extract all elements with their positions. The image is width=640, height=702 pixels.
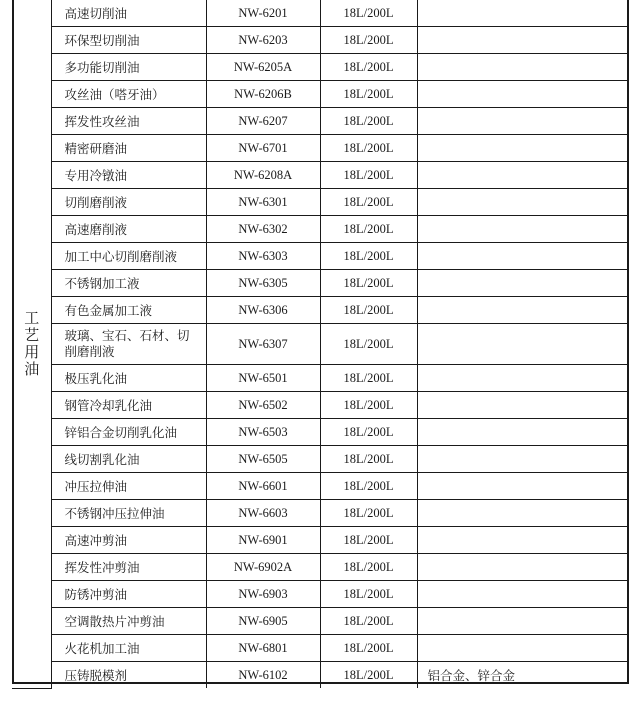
product-name: 专用冷镦油 bbox=[64, 167, 128, 183]
product-note bbox=[417, 446, 627, 473]
product-code: NW-6305 bbox=[206, 270, 320, 297]
category-label: 工艺用油 bbox=[22, 309, 41, 378]
product-code: NW-6503 bbox=[206, 419, 320, 446]
product-name: 加工中心切削磨削液 bbox=[64, 248, 178, 264]
product-name-cell bbox=[51, 365, 206, 392]
package-size: 18L/200L bbox=[320, 554, 417, 581]
package-size: 18L/200L bbox=[320, 500, 417, 527]
package-size: 18L/200L bbox=[320, 608, 417, 635]
product-note bbox=[417, 581, 627, 608]
table-row bbox=[12, 270, 627, 297]
product-code: NW-6901 bbox=[206, 527, 320, 554]
category-cell bbox=[12, 0, 51, 688]
product-note bbox=[417, 243, 627, 270]
table-row bbox=[12, 581, 627, 608]
product-code: NW-6303 bbox=[206, 243, 320, 270]
product-note: 铝合金、锌合金 bbox=[417, 662, 627, 689]
product-name-cell bbox=[51, 662, 206, 689]
package-size: 18L/200L bbox=[320, 365, 417, 392]
product-note bbox=[417, 216, 627, 243]
product-name: 多功能切削油 bbox=[64, 59, 140, 75]
product-code: NW-6301 bbox=[206, 189, 320, 216]
table-row bbox=[12, 608, 627, 635]
package-size: 18L/200L bbox=[320, 135, 417, 162]
product-name-cell bbox=[51, 0, 206, 27]
product-code: NW-6801 bbox=[206, 635, 320, 662]
product-code: NW-6501 bbox=[206, 365, 320, 392]
table-row bbox=[12, 324, 627, 365]
package-size: 18L/200L bbox=[320, 27, 417, 54]
product-code: NW-6203 bbox=[206, 27, 320, 54]
product-note bbox=[417, 162, 627, 189]
product-name: 不锈钢加工液 bbox=[64, 275, 140, 291]
product-name-cell bbox=[51, 635, 206, 662]
product-note bbox=[417, 527, 627, 554]
product-name-cell bbox=[51, 108, 206, 135]
product-name: 线切割乳化油 bbox=[64, 451, 140, 467]
product-code: NW-6603 bbox=[206, 500, 320, 527]
product-note bbox=[417, 324, 627, 365]
product-name-cell bbox=[51, 297, 206, 324]
product-name: 玻璃、宝石、石材、切削磨削液 bbox=[64, 328, 190, 359]
product-table bbox=[12, 0, 627, 689]
table-row bbox=[12, 662, 627, 689]
product-name-cell bbox=[51, 189, 206, 216]
product-code: NW-6701 bbox=[206, 135, 320, 162]
table-row bbox=[12, 216, 627, 243]
product-code: NW-6902A bbox=[206, 554, 320, 581]
product-table-body bbox=[12, 0, 627, 688]
product-name: 高速冲剪油 bbox=[64, 532, 128, 548]
product-name: 精密研磨油 bbox=[64, 140, 128, 156]
product-note bbox=[417, 189, 627, 216]
product-name: 空调散热片冲剪油 bbox=[64, 613, 165, 629]
product-note bbox=[417, 473, 627, 500]
table-row bbox=[12, 527, 627, 554]
product-name-cell bbox=[51, 54, 206, 81]
table-row bbox=[12, 500, 627, 527]
product-code: NW-6903 bbox=[206, 581, 320, 608]
product-name-cell bbox=[51, 608, 206, 635]
product-code: NW-6905 bbox=[206, 608, 320, 635]
table-row bbox=[12, 135, 627, 162]
package-size: 18L/200L bbox=[320, 243, 417, 270]
product-note bbox=[417, 297, 627, 324]
package-size: 18L/200L bbox=[320, 581, 417, 608]
table-row bbox=[12, 162, 627, 189]
product-note bbox=[417, 608, 627, 635]
package-size: 18L/200L bbox=[320, 662, 417, 689]
product-name-cell bbox=[51, 243, 206, 270]
product-name-cell bbox=[51, 81, 206, 108]
table-row bbox=[12, 108, 627, 135]
package-size: 18L/200L bbox=[320, 189, 417, 216]
table-row bbox=[12, 554, 627, 581]
product-note bbox=[417, 270, 627, 297]
package-size: 18L/200L bbox=[320, 527, 417, 554]
product-note bbox=[417, 81, 627, 108]
package-size: 18L/200L bbox=[320, 297, 417, 324]
product-note bbox=[417, 635, 627, 662]
product-name-cell bbox=[51, 500, 206, 527]
product-note bbox=[417, 108, 627, 135]
product-note bbox=[417, 419, 627, 446]
product-code: NW-6601 bbox=[206, 473, 320, 500]
product-name-cell bbox=[51, 162, 206, 189]
product-code: NW-6102 bbox=[206, 662, 320, 689]
product-name-cell bbox=[51, 216, 206, 243]
product-name-cell bbox=[51, 135, 206, 162]
table-row bbox=[12, 27, 627, 54]
table-row bbox=[12, 189, 627, 216]
product-name: 高速切削油 bbox=[64, 5, 128, 21]
package-size: 18L/200L bbox=[320, 392, 417, 419]
table-row bbox=[12, 297, 627, 324]
product-name: 高速磨削液 bbox=[64, 221, 128, 237]
product-note bbox=[417, 135, 627, 162]
product-code: NW-6505 bbox=[206, 446, 320, 473]
package-size: 18L/200L bbox=[320, 473, 417, 500]
product-code: NW-6201 bbox=[206, 0, 320, 27]
product-note bbox=[417, 365, 627, 392]
table-row bbox=[12, 419, 627, 446]
product-name-cell bbox=[51, 554, 206, 581]
product-note bbox=[417, 554, 627, 581]
product-note bbox=[417, 392, 627, 419]
package-size: 18L/200L bbox=[320, 270, 417, 297]
package-size: 18L/200L bbox=[320, 0, 417, 27]
product-name-cell bbox=[51, 324, 206, 365]
product-code: NW-6502 bbox=[206, 392, 320, 419]
product-code: NW-6307 bbox=[206, 324, 320, 365]
product-code: NW-6206B bbox=[206, 81, 320, 108]
product-name: 冲压拉伸油 bbox=[64, 478, 128, 494]
package-size: 18L/200L bbox=[320, 81, 417, 108]
table-row bbox=[12, 0, 627, 27]
product-code: NW-6207 bbox=[206, 108, 320, 135]
product-note bbox=[417, 0, 627, 27]
table-row bbox=[12, 243, 627, 270]
product-code: NW-6205A bbox=[206, 54, 320, 81]
product-code: NW-6302 bbox=[206, 216, 320, 243]
table-row bbox=[12, 635, 627, 662]
product-name-cell bbox=[51, 270, 206, 297]
product-name: 不锈钢冲压拉伸油 bbox=[64, 505, 165, 521]
product-note bbox=[417, 54, 627, 81]
package-size: 18L/200L bbox=[320, 446, 417, 473]
product-name: 压铸脱模剂 bbox=[64, 667, 128, 683]
product-name: 环保型切削油 bbox=[64, 32, 140, 48]
product-name: 切削磨削液 bbox=[64, 194, 128, 210]
table-row bbox=[12, 54, 627, 81]
package-size: 18L/200L bbox=[320, 216, 417, 243]
product-code: NW-6208A bbox=[206, 162, 320, 189]
table-row bbox=[12, 473, 627, 500]
package-size: 18L/200L bbox=[320, 108, 417, 135]
product-name: 挥发性攻丝油 bbox=[64, 113, 140, 129]
product-code: NW-6306 bbox=[206, 297, 320, 324]
product-name: 挥发性冲剪油 bbox=[64, 559, 140, 575]
product-note bbox=[417, 27, 627, 54]
table-row bbox=[12, 365, 627, 392]
table-row bbox=[12, 392, 627, 419]
package-size: 18L/200L bbox=[320, 54, 417, 81]
package-size: 18L/200L bbox=[320, 162, 417, 189]
package-size: 18L/200L bbox=[320, 324, 417, 365]
package-size: 18L/200L bbox=[320, 419, 417, 446]
product-note bbox=[417, 500, 627, 527]
product-name: 极压乳化油 bbox=[64, 370, 128, 386]
product-name-cell bbox=[51, 527, 206, 554]
table-row bbox=[12, 446, 627, 473]
product-name-cell bbox=[51, 392, 206, 419]
product-name: 防锈冲剪油 bbox=[64, 586, 128, 602]
product-name-cell bbox=[51, 419, 206, 446]
product-name: 火花机加工油 bbox=[64, 640, 140, 656]
product-name: 锌铝合金切削乳化油 bbox=[64, 424, 178, 440]
product-name-cell bbox=[51, 27, 206, 54]
product-name-cell bbox=[51, 446, 206, 473]
product-name-cell bbox=[51, 581, 206, 608]
product-name: 钢管冷却乳化油 bbox=[64, 397, 153, 413]
product-name: 有色金属加工液 bbox=[64, 302, 153, 318]
package-size: 18L/200L bbox=[320, 635, 417, 662]
product-name-cell bbox=[51, 473, 206, 500]
table-row bbox=[12, 81, 627, 108]
product-name: 攻丝油（嗒牙油） bbox=[64, 86, 165, 102]
